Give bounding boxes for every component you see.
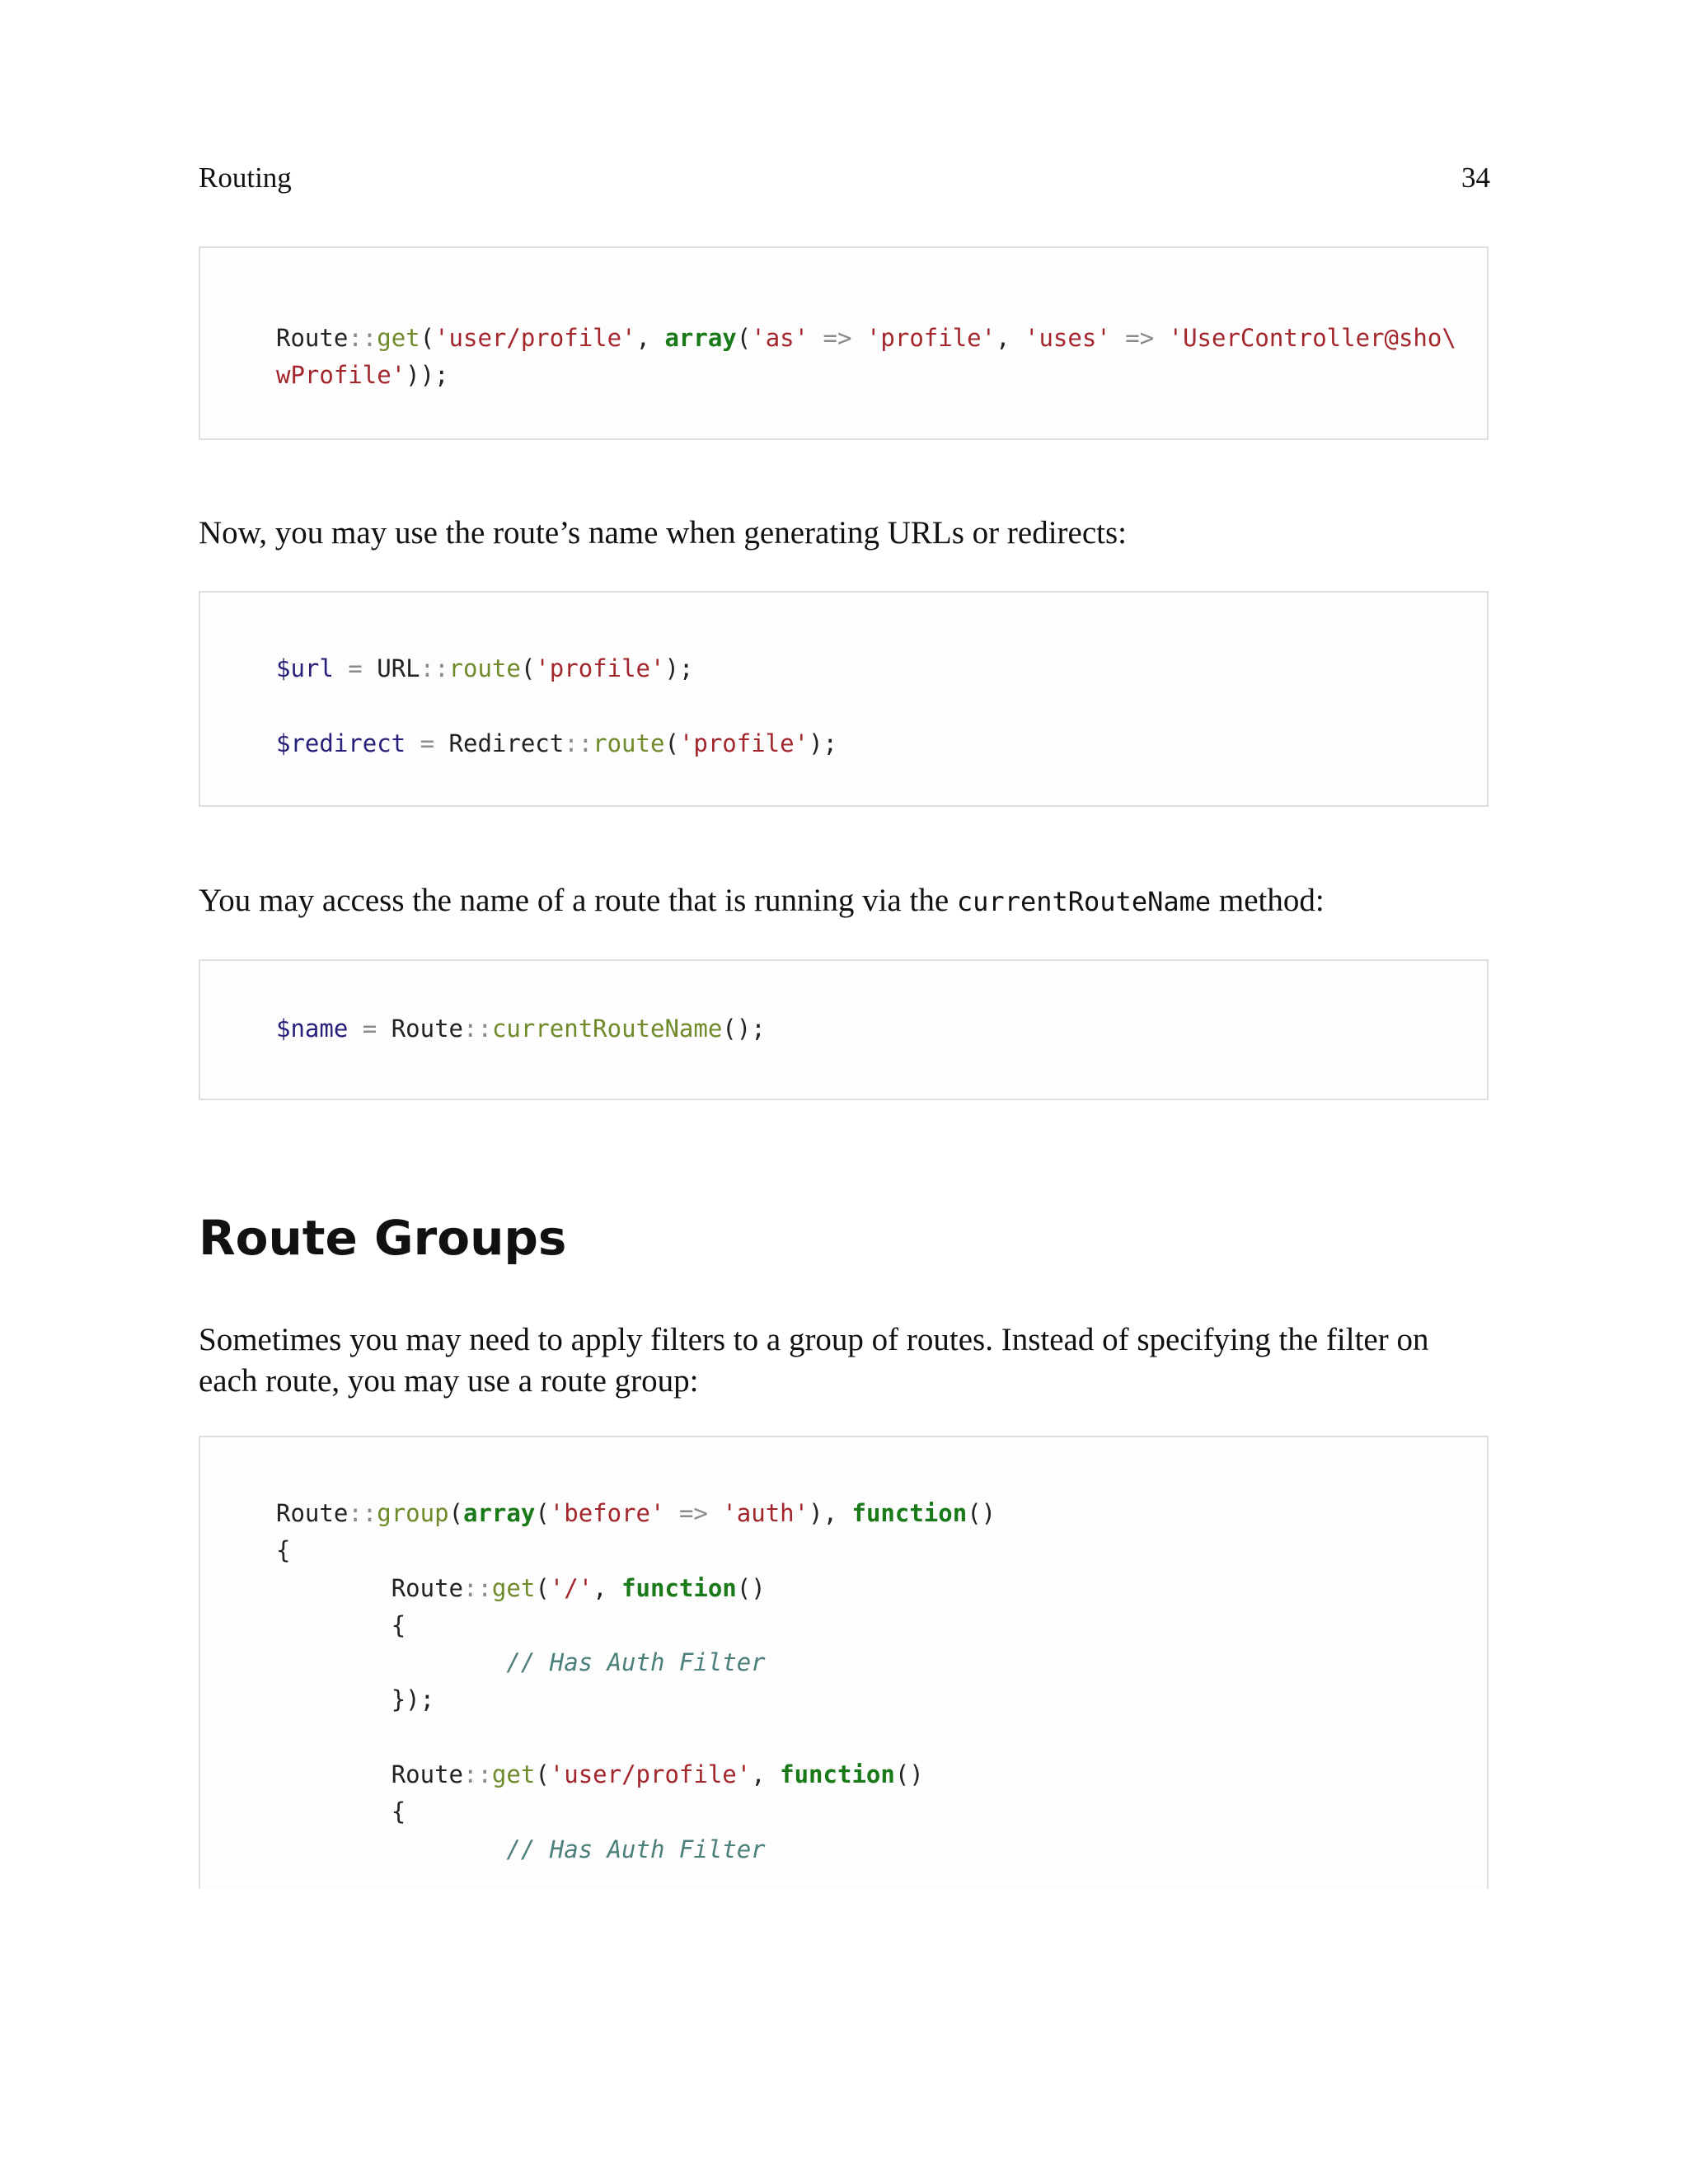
- code-line: $redirect = Redirect::route('profile');: [276, 729, 837, 757]
- code-listing: [276, 650, 837, 762]
- code-block-url-redirect: [199, 591, 1489, 807]
- code-listing: [276, 1495, 996, 1868]
- code-line: {: [391, 1797, 406, 1826]
- code-line: wProfile'));: [276, 361, 449, 390]
- code-line: {: [276, 1536, 291, 1565]
- code-line: Route::get('user/profile', array('as' => 'profile', 'uses' => 'UserController@sho\: [276, 324, 1456, 352]
- code-line: });: [391, 1685, 435, 1714]
- code-listing: [276, 1010, 766, 1047]
- code-line: Route::get('user/profile', function(): [391, 1760, 924, 1789]
- code-line: // Has Auth Filter: [506, 1835, 766, 1863]
- code-line: Route::get('/', function(): [391, 1573, 766, 1602]
- code-line: $name = Route::currentRouteName();: [276, 1015, 766, 1043]
- code-line: // Has Auth Filter: [506, 1648, 766, 1677]
- running-header-title: Routing: [199, 162, 292, 194]
- paragraph-named-routes: Now, you may use the route’s name when generating URLs or redirects:: [199, 515, 1127, 551]
- paragraph-route-groups: Sometimes you may need to apply filters to a group of routes. Instead of specifying the filter on each route, you may use a route group:: [199, 1322, 1429, 1399]
- code-line: {: [391, 1610, 406, 1639]
- code-listing: [276, 320, 1456, 395]
- code-line: $url = URL::route('profile');: [276, 654, 694, 682]
- section-heading: Route Groups: [199, 1210, 567, 1266]
- code-block-route-name: [199, 246, 1489, 440]
- code-line: Route::group(array('before' => 'auth'), function(): [276, 1499, 996, 1527]
- code-block-route-group: [199, 1436, 1489, 1889]
- inline-code: currentRouteName: [956, 886, 1212, 917]
- code-block-current-route-name: [199, 959, 1489, 1100]
- paragraph-current-route: You may access the name of a route that is running via the currentRouteName method:: [199, 883, 1325, 918]
- page-number: 34: [1461, 162, 1490, 194]
